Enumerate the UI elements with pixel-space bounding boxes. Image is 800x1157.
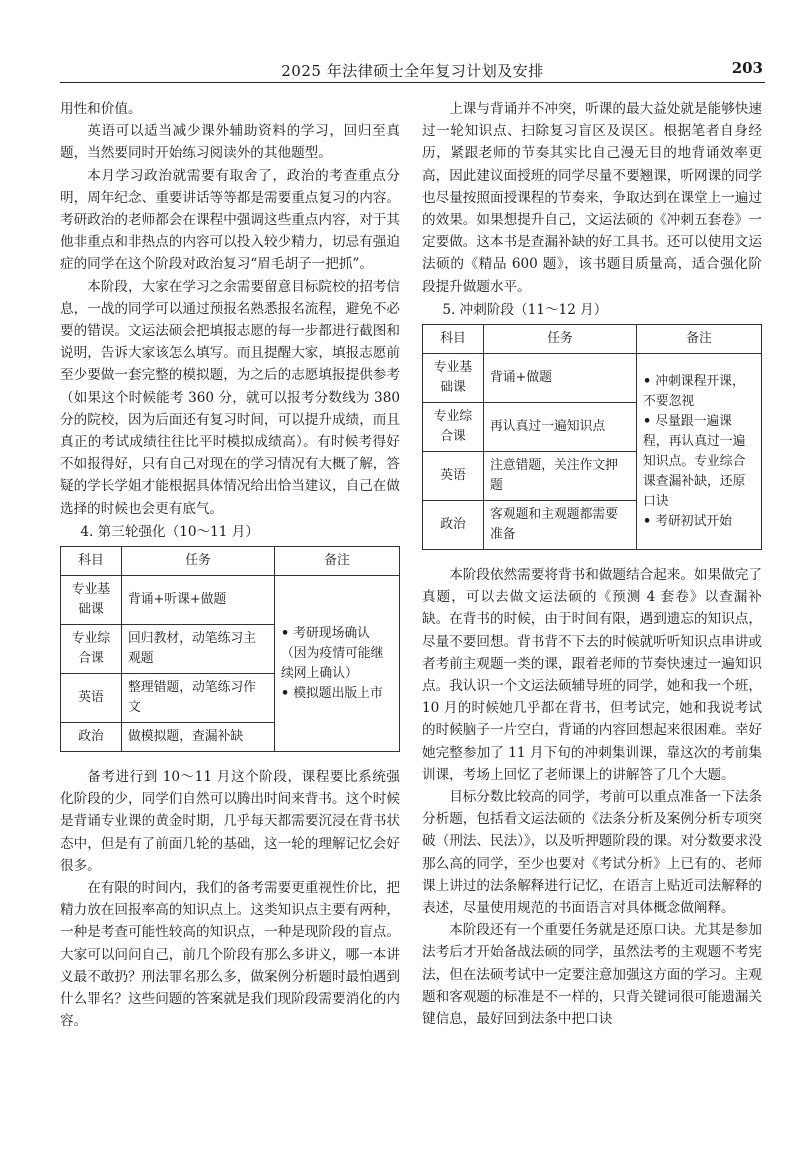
table-cell-subject: 英语 <box>423 452 484 501</box>
paragraph: 备考进行到 10～11 月这个阶段，课程要比系统强化阶段的少，同学们自然可以腾出时间来背书。这个时候是背诵专业课的黄金时期，几乎每天都需要沉浸在背书状态中，但是有了前面几轮的基础，这一轮的理解记忆会好很多。 <box>60 769 400 874</box>
table-cell-subject: 英语 <box>61 674 122 723</box>
page-number: 203 <box>731 59 763 77</box>
page-header <box>60 60 765 83</box>
table-cell-task: 再认真过一遍知识点 <box>484 403 637 452</box>
table-header-row <box>423 325 762 354</box>
table-cell-task: 客观题和主观题都需要准备 <box>484 501 637 550</box>
paragraph: 用性和价值。 <box>60 101 142 117</box>
note-text: 考研初试开始 <box>655 513 732 529</box>
paragraph: 目标分数比较高的同学，考前可以重点准备一下法条分析题，包括看文运法硕的《法条分析及案例分析专项突破（刑法、民法）》，以及听押题阶段的课。对分数要求没那么高的同学，至少也要对《考试分析》上已有的、老师课上讲过的法条解释进行记忆，在语言上贴近司法解释的表述，尽量使用规范的书面语言对具体概念做阐释。 <box>422 789 762 917</box>
paragraph: 在有限的时间内，我们的备考需要更重视性价比，把精力放在回报率高的知识点上。这类知识点主要有两种，一种是考查可能性较高的知识点，一种是现阶段的盲点。大家可以问问自己，前几个阶段有那么多讲义，哪一本讲义最不敢扔？刑法罪名那么多，做案例分析题时最怕遇到什么罪名？这些问题的答案就是我们现阶段需要消化的内容。 <box>60 880 400 1030</box>
table-cell-task: 做模拟题，查漏补缺 <box>122 723 275 752</box>
table-header-cell: 任务 <box>122 547 275 576</box>
table-cell-subject: 专业基础课 <box>423 354 484 403</box>
left-column <box>60 98 400 1033</box>
table-cell-task: 背诵+听课+做题 <box>122 576 275 625</box>
table-header-cell: 任务 <box>484 325 637 354</box>
section-title: 4. 第三轮强化（10～11 月） <box>80 523 259 540</box>
paragraph: 本阶段，大家在学习之余需要留意目标院校的招考信息，一战的同学可以通过预报名熟悉报名流程，避免不必要的错误。文运法硕会把填报志愿的每一步都进行截图和说明，告诉大家该怎么填写。而且提醒大家，填报志愿前至少要做一套完整的模拟题，为之后的志愿填报提供参考（如果这个时候能考 360 分，就可以报考分数线为 380 分的院校，因为后面还有复习时间，可以提升成绩，而且真正的考试成绩往往比平时模拟成绩高）。有时候考得好不如报得好，只有自己对现在的学习情况有大概了解，答疑的学长学姐才能根据具体情况给出恰当建议，自己在做选择的时候也会更有底气。 <box>60 278 400 517</box>
table-header-cell: 备注 <box>637 325 762 354</box>
note-item <box>643 412 755 512</box>
table-header-cell: 备注 <box>275 547 400 576</box>
table-row <box>61 576 400 625</box>
table-row <box>423 354 762 403</box>
bullet-icon: • <box>643 413 652 429</box>
header-title: 2025 年法律硕士全年复习计划及安排 <box>281 62 544 80</box>
table-header-cell: 科目 <box>423 325 484 354</box>
note-text: 模拟题出版上市 <box>293 685 383 701</box>
phase4-table <box>60 546 400 752</box>
note-item <box>643 512 755 532</box>
bullet-icon: • <box>281 625 290 641</box>
note-text: 尽量跟一遍课程，再认真过一遍知识点。专业综合课查漏补缺，还原口诀 <box>643 413 746 509</box>
table-cell-subject: 专业基础课 <box>61 576 122 625</box>
table-cell-task: 整理错题，动笔练习作文 <box>122 674 275 723</box>
bullet-icon: • <box>643 373 652 389</box>
table-cell-notes <box>275 576 400 752</box>
table-cell-subject: 专业综合课 <box>61 625 122 674</box>
table-header-cell: 科目 <box>61 547 122 576</box>
table-cell-task: 注意错题，关注作文押题 <box>484 452 637 501</box>
table-cell-task: 背诵+做题 <box>484 354 637 403</box>
paragraph: 本阶段还有一个重要任务就是还原口诀。尤其是参加法考后才开始备战法硕的同学，虽然法考的主观题不考宪法，但在法硕考试中一定要注意加强这方面的学习。主观题和客观题的标准是不一样的，只背关键词很可能遗漏关键信息，最好回到法条中把口诀 <box>422 922 762 1028</box>
paragraph: 本月学习政治就需要有取舍了，政治的考查重点分明，周年纪念、重要讲话等等都是需要重点复习的内容。考研政治的老师都会在课程中强调这些重点内容，对于其他非重点和非热点的内容可以投入较少精力，切忌有强迫症的同学在这个阶段对政治复习“眉毛胡子一把抓”。 <box>60 167 400 273</box>
table-cell-subject: 政治 <box>423 501 484 550</box>
table-cell-task: 回归教材，动笔练习主观题 <box>122 625 275 674</box>
table-header-row <box>61 547 400 576</box>
table-cell-subject: 政治 <box>61 723 122 752</box>
bullet-icon: • <box>643 513 652 529</box>
paragraph: 上课与背诵并不冲突，听课的最大益处就是能够快速过一轮知识点、扫除复习盲区及误区。根据笔者自身经历，紧跟老师的节奏其实比自己漫无目的地背诵效率更高，因此建议面授班的同学尽量不要翘课，听网课的同学也尽量按照面授课程的节奏来，争取达到在课堂上一遍过的效果。如果想提升自己，文运法硕的《冲刺五套卷》一定要做。这本书是查漏补缺的好工具书。还可以使用文运法硕的《精品 600 题》，该书题目质量高，适合强化阶段提升做题水平。 <box>422 101 762 295</box>
section-title: 5. 冲刺阶段（11～12 月） <box>442 301 608 318</box>
right-column <box>422 98 762 1030</box>
table-cell-subject: 专业综合课 <box>423 403 484 452</box>
phase5-table <box>422 324 762 550</box>
paragraph: 英语可以适当减少课外辅助资料的学习，回归至真题，当然要同时开始练习阅读外的其他题型。 <box>60 123 400 162</box>
note-item <box>643 372 755 412</box>
bullet-icon: • <box>281 685 290 701</box>
note-text: 冲刺课程开课，不要忽视 <box>643 373 745 409</box>
note-item <box>281 624 393 684</box>
table-cell-notes <box>637 354 762 550</box>
note-item <box>281 684 393 704</box>
note-text: 考研现场确认（因为疫情可能继续网上确认） <box>281 625 384 681</box>
paragraph: 本阶段依然需要将背书和做题结合起来。如果做完了真题，可以去做文运法硕的《预测 4 套卷》以查漏补缺。在背书的时候，由于时间有限，遇到遗忘的知识点，尽量不要回想。背书背不下去的时候就听听知识点串讲或者考前主观题一类的课，跟着老师的节奏快速过一遍知识点。我认识一个文运法硕辅导班的同学，她和我一个班，10 月的时候她几乎都在背书，但考试完，她和我说考试的时候脑子一片空白，背诵的内容回想起来很困难。幸好她完整参加了 11 月下旬的冲刺集训课，靠这次的考前集训课，考场上回忆了老师课上的讲解答了几个大题。 <box>422 567 762 783</box>
